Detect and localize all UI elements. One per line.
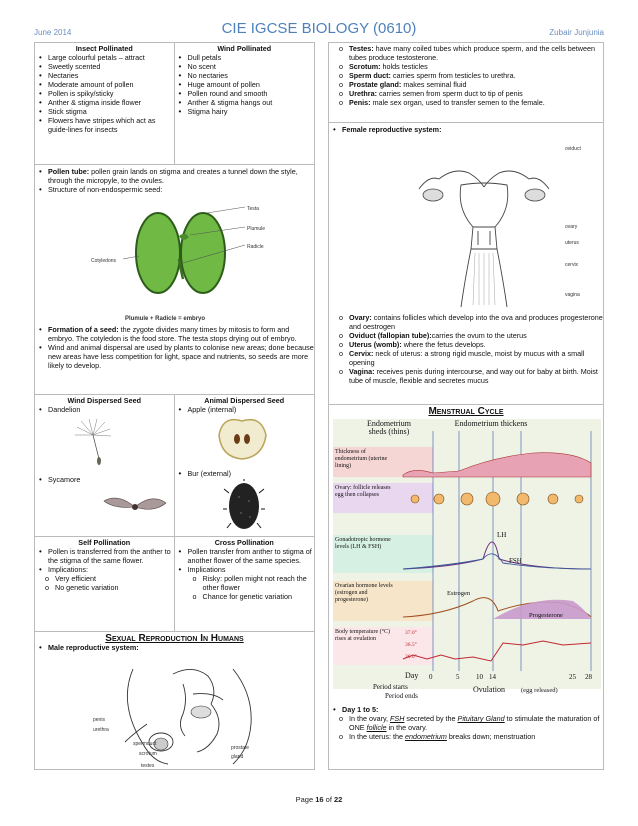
- organ-text: where the fetus develops.: [401, 340, 486, 349]
- text-fragment: breaks down; menstruation: [446, 732, 536, 741]
- header-author: Zubair Junjunia: [549, 28, 604, 37]
- temp-label-1: 37.0°: [405, 630, 417, 636]
- self-pollination-header: Self Pollination: [78, 538, 131, 547]
- cross-pollination-header: Cross Pollination: [214, 538, 274, 547]
- dandelion-icon: [65, 417, 125, 467]
- female-label-uterus: uterus: [565, 240, 579, 246]
- sexual-reproduction-title: Sexual Reproduction In Humans: [105, 633, 244, 644]
- seed-label-radicle: Radicle: [247, 244, 264, 250]
- female-organ-uterus: [329, 340, 603, 349]
- list-item: • Huge amount of pollen: [175, 80, 315, 89]
- list-item: • Nectaries: [35, 71, 174, 80]
- list-item: • Sweetly scented: [35, 62, 174, 71]
- pollination-types-table: [35, 537, 314, 632]
- text-fragment: in the ovary.: [386, 723, 428, 732]
- ovary-fsh-item: [329, 714, 603, 732]
- organ-text: makes seminal fluid: [401, 80, 467, 89]
- menstrual-cycle-diagram: [333, 419, 601, 701]
- text-fragment: to stimulate the maturation of ONE: [349, 714, 600, 732]
- wind-pollinated-header: Wind Pollinated: [217, 44, 272, 53]
- label-sheds: Endometrium sheds (thins): [367, 419, 411, 436]
- list-item: • Dull petals: [175, 53, 315, 62]
- apple-item: • Apple (internal): [175, 405, 315, 414]
- organ-label: Uterus (womb):: [349, 340, 402, 349]
- organ-label: Penis:: [349, 98, 371, 107]
- footer-text: Page: [295, 795, 316, 804]
- organ-text: neck of uterus: a strong rigid muscle, moist by mucus with a small opening: [349, 349, 585, 367]
- text-fragment: In the ovary,: [349, 714, 391, 723]
- lh-label: LH: [497, 531, 507, 539]
- fsh-term: FSH: [390, 714, 405, 723]
- list-item: • No scent: [175, 62, 315, 71]
- female-system-item: [329, 125, 603, 134]
- seed-caption: Plumule + Radicle = embryo: [125, 316, 206, 322]
- list-item: o Very efficient: [35, 574, 174, 583]
- seed-formation-label: Formation of a seed:: [48, 325, 119, 334]
- male-organ-urethra: [329, 89, 603, 98]
- seed-diagram-icon: [95, 201, 270, 313]
- organ-label: Oviduct (fallopian tube):: [349, 331, 432, 340]
- self-implications-item: • Implications:: [35, 565, 174, 574]
- insect-pollinated-list: [35, 53, 174, 134]
- self-pollination-cell: [35, 537, 175, 631]
- wind-dispersed-cell: [35, 395, 175, 536]
- organ-text: contains follicles which develop into the ova and produces progesterone and oestrogen: [349, 313, 603, 331]
- organ-label: Ovary:: [349, 313, 372, 322]
- female-organ-oviduct: [329, 331, 603, 340]
- row2-label: Ovary: follicle releases egg then collapses: [335, 485, 391, 498]
- day-1-5-item: [329, 705, 603, 714]
- period-starts-label: Period starts: [373, 683, 408, 691]
- insect-pollinated-header: Insect Pollinated: [75, 44, 133, 53]
- bur-icon: [223, 479, 265, 533]
- organ-label: Prostate gland:: [349, 80, 402, 89]
- day-tick: 25: [569, 673, 576, 681]
- male-organ-penis: [329, 98, 603, 107]
- cross-pollination-cell: [175, 537, 315, 631]
- insect-pollinated-cell: [35, 43, 175, 164]
- list-item: • Stigma hairy: [175, 107, 315, 116]
- list-item: o Chance for genetic variation: [175, 592, 315, 601]
- list-item: • Pollen is spiky/sticky: [35, 89, 174, 98]
- female-label-ovary: ovary: [565, 224, 578, 230]
- organ-text: holds testicles: [380, 62, 428, 71]
- day-tick: 14: [489, 673, 496, 681]
- day-tick: 28: [585, 673, 592, 681]
- pollen-tube-label: Pollen tube:: [48, 167, 90, 176]
- male-label-prostate: prostate gland: [231, 745, 250, 760]
- progesterone-label: Progesterone: [529, 612, 563, 619]
- list-item: • Stick stigma: [35, 107, 174, 116]
- pollination-table: [35, 43, 314, 165]
- male-label-scrotum: scrotum: [139, 751, 157, 757]
- organ-label: Cervix:: [349, 349, 374, 358]
- follicle-term: follicle: [366, 723, 387, 732]
- organ-text: male sex organ, used to transfer semen to the female.: [370, 98, 545, 107]
- list-item: • No nectaries: [175, 71, 315, 80]
- organ-text: have many coiled tubes which produce sperm, and the cells between tubes produce testosterone.: [349, 44, 595, 62]
- organ-label: Testes:: [349, 44, 374, 53]
- male-label-urethra: urethra: [93, 727, 109, 733]
- header-date: June 2014: [34, 28, 72, 37]
- female-organ-ovary: [329, 313, 603, 331]
- animal-dispersed-cell: [175, 395, 315, 536]
- pollen-tube-text: pollen grain lands on stigma and creates a tunnel down the style, through the micropyle, to the ovules.: [48, 167, 298, 185]
- seed-label-cotyledons: Cotyledons: [91, 258, 117, 264]
- period-ends-label: Period ends: [385, 692, 418, 700]
- wind-dispersed-header: Wind Dispersed Seed: [67, 396, 141, 405]
- animal-dispersed-header: Animal Dispersed Seed: [204, 396, 285, 405]
- seed-structure-item: • Structure of non-endospermic seed:: [35, 185, 314, 194]
- organ-text: carries the ovum to the uterus: [431, 331, 527, 340]
- male-organ-prostate: [329, 80, 603, 89]
- female-label-oviduct: oviduct: [565, 146, 581, 152]
- cross-pollination-item: • Pollen transfer from anther to stigma of another flower of the same species.: [175, 547, 315, 565]
- ovulation-label: Ovulation: [473, 685, 505, 694]
- male-organ-sperm-duct: [329, 71, 603, 80]
- self-pollination-item: • Pollen is transferred from the anther to the stigma of the same flower.: [35, 547, 174, 565]
- female-label-cervix: cervix: [565, 262, 579, 268]
- seed-label-testa: Testa: [247, 206, 259, 212]
- right-column: [328, 42, 604, 770]
- list-item: o Risky: pollen might not reach the other flower: [175, 574, 315, 592]
- female-system-section: [329, 123, 603, 405]
- fsh-label: FSH: [509, 557, 522, 565]
- dandelion-item: • Dandelion: [35, 405, 174, 414]
- page-total: 22: [334, 795, 343, 804]
- day-label: Day: [405, 671, 419, 680]
- male-label-spermduct: spermduct: [133, 741, 157, 747]
- list-item: • Moderate amount of pollen: [35, 80, 174, 89]
- male-organ-testes: [329, 44, 603, 62]
- row5-label: Body temperature (°C) rises at ovulation: [335, 629, 391, 642]
- text-fragment: In the uterus: the: [349, 732, 405, 741]
- seed-formation-text: the zygote divides many times by mitosis to form and embryo. The cotyledon is the food store. The testa stops drying out of embryo.: [48, 325, 297, 343]
- male-system-item: [35, 643, 314, 652]
- pollen-tube-item: [35, 167, 314, 185]
- male-organs-section: [329, 43, 603, 123]
- page-footer: [0, 795, 638, 804]
- row1-label: Thickness of endometrium (uterine lining): [335, 449, 388, 469]
- sexual-reproduction-section: [35, 632, 314, 771]
- apple-icon: [215, 415, 270, 461]
- female-organ-cervix: [329, 349, 603, 367]
- sycamore-icon: [100, 485, 170, 525]
- list-item: • Large colourful petals – attract: [35, 53, 174, 62]
- pituitary-term: Pituitary Gland: [457, 714, 505, 723]
- female-organ-vagina: [329, 367, 603, 385]
- organ-text: carries sperm from testicles to urethra.: [390, 71, 516, 80]
- seed-formation-item: [35, 325, 314, 343]
- wind-pollinated-list: [175, 53, 315, 116]
- list-item: • Anther & stigma hangs out: [175, 98, 315, 107]
- day-tick: 0: [429, 673, 433, 681]
- organ-text: receives penis during intercourse, and way out for baby at birth. Moist tube of muscle, flexible and secretes mucus: [349, 367, 598, 385]
- dispersal-table: [35, 395, 314, 537]
- male-system-label: Male reproductive system:: [48, 643, 139, 652]
- female-reproductive-diagram-icon: [399, 139, 569, 309]
- day-tick: 5: [456, 673, 460, 681]
- bur-item: • Bur (external): [175, 469, 315, 478]
- temp-label-2: 36.5°: [405, 642, 417, 648]
- estrogen-label: Estrogen: [447, 590, 471, 597]
- male-organ-scrotum: [329, 62, 603, 71]
- page-number: 16: [315, 795, 324, 804]
- page-header: [34, 20, 604, 42]
- row3-label: Gonadotropic hormone levels (LH & FSH): [335, 537, 391, 550]
- day-1-5-label: Day 1 to 5:: [342, 705, 379, 714]
- dispersal-item: • Wind and animal dispersal are used by plants to colonise new areas; done because new areas have less competition for light, space and nutrients, so seeds are more likely to develop.: [35, 343, 314, 370]
- female-label-vagina: vagina: [565, 292, 580, 298]
- seed-label-plumule: Plumule: [247, 226, 266, 232]
- organ-label: Sperm duct:: [349, 71, 391, 80]
- organ-label: Scrotum:: [349, 62, 381, 71]
- organ-text: carries semen from sperm duct to tip of penis: [376, 89, 523, 98]
- left-column: [34, 42, 315, 770]
- male-label-penis: penis: [93, 717, 105, 723]
- text-fragment: secreted by the: [404, 714, 458, 723]
- endometrium-term: endometrium: [404, 732, 447, 741]
- organ-label: Vagina:: [349, 367, 375, 376]
- list-item: • Anther & stigma inside flower: [35, 98, 174, 107]
- list-item: • Pollen round and smooth: [175, 89, 315, 98]
- menstrual-cycle-title: Menstrual Cycle: [428, 406, 504, 417]
- cross-implications-item: • Implications: [175, 565, 315, 574]
- organ-label: Urethra:: [349, 89, 377, 98]
- wind-pollinated-cell: [175, 43, 315, 164]
- label-thickens: Endometrium thickens: [454, 419, 528, 428]
- sycamore-item: • Sycamore: [35, 475, 174, 484]
- temp-label-3: 36.0°: [405, 654, 417, 660]
- uterus-endometrium-item: [329, 732, 603, 741]
- day-tick: 10: [476, 673, 483, 681]
- row4-label: Ovarian hormone levels (estrogen and progesterone): [335, 583, 393, 603]
- list-item: o No genetic variation: [35, 583, 174, 592]
- female-system-label: Female reproductive system:: [342, 125, 442, 134]
- egg-released-label: (egg released): [521, 687, 558, 694]
- male-label-testes: testes: [141, 763, 155, 769]
- header-title: CIE IGCSE BIOLOGY (0610): [221, 20, 417, 37]
- pollen-tube-section: [35, 165, 314, 395]
- menstrual-curves-icon: [333, 419, 601, 701]
- menstrual-cycle-section: [329, 405, 603, 771]
- footer-text: of: [323, 795, 335, 804]
- list-item: • Flowers have stripes which act as guide-lines for insects: [35, 116, 174, 134]
